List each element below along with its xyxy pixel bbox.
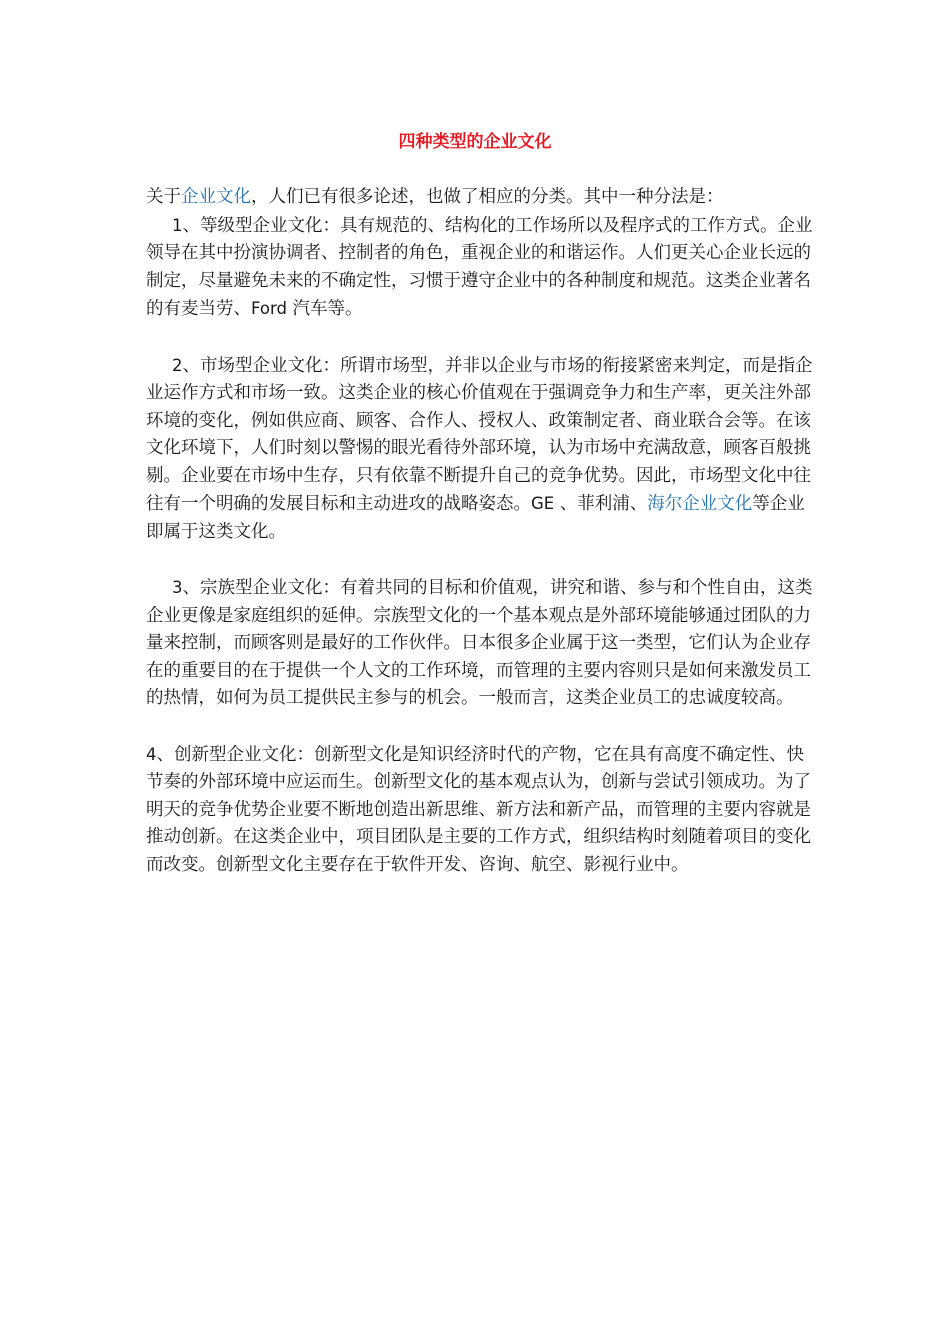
corporate-culture-link[interactable]: 企业文化 [181, 187, 251, 207]
paragraph-text: 等企业即属于这类文化。 [146, 494, 805, 542]
paragraph-number: 1 [172, 215, 183, 235]
intro-suffix: ，人们已有很多论述，也做了相应的分类。其中一种分法是： [251, 187, 724, 207]
paragraph-number: 4 [146, 744, 157, 764]
paragraph-number: 2 [172, 355, 183, 375]
paragraph-text: 、市场型企业文化：所谓市场型，并非以企业与市场的衔接紧密来判定，而是指企业运作方式和市场一致。这类企业的核心价值观在于强调竞争力和生产率，更关注外部环境的变化，例如供应商、顾客、合作人、授权人、政策制定者、商业联合会等。在该文化环境下，人们时刻以警惕的眼光看待外部环境，认为市场中充满敌意，顾客百般挑剔。企业要在市场中生存，只有依靠不断提升自己的竞争优势。因此，市场型文化中往往有一个明确的发展目标和主动进攻的战略姿态。 [146, 355, 813, 514]
paragraph-text: 、等级型企业文化：具有规范的、结构化的工作场所以及程序式的工作方式。企业领导在其中扮演协调者、控制者的角色，重视企业的和谐运作。人们更关心企业长远的制定，尽量避免未来的不确定性，习惯于遵守企业中的各种制度和规范。这类企业著名的有麦当劳、 [146, 215, 813, 319]
paragraph-hierarchy-culture [146, 212, 814, 324]
intro-paragraph [146, 184, 814, 212]
paragraph-text: 汽车等。 [286, 299, 363, 319]
document-title: 四种类型的企业文化 [398, 132, 552, 152]
brand-ge: GE [531, 494, 555, 513]
paragraph-gap [146, 324, 814, 352]
paragraph-text: 、宗族型企业文化：有着共同的目标和价值观，讲究和谐、参与和个性自由，这类企业更像是家庭组织的延伸。宗族型文化的一个基本观点是外部环境能够通过团队的力量来控制，而顾客则是最好的工作伙伴。日本很多企业属于这一类型，它们认为企业存在的重要目的在于提供一个人文的工作环境，而管理的主要内容则只是如何来激发员工的热情，如何为员工提供民主参与的机会。一般而言，这类企业员工的忠诚度较高。 [146, 578, 813, 708]
paragraph-market-culture [146, 352, 814, 547]
intro-prefix: 关于 [146, 187, 181, 207]
paragraph-innovation-culture [146, 741, 814, 880]
document-body [146, 184, 814, 879]
brand-ford: Ford [251, 299, 287, 318]
paragraph-clan-culture [146, 574, 814, 713]
paragraph-gap [146, 713, 814, 741]
haier-culture-link[interactable]: 海尔企业文化 [647, 494, 753, 514]
paragraph-text: 、菲利浦、 [554, 494, 648, 514]
paragraph-text: 、创新型企业文化：创新型文化是知识经济时代的产物，它在具有高度不确定性、快节奏的外部环境中应运而生。创新型文化的基本观点认为，创新与尝试引领成功。为了明天的竞争优势企业要不断地创造出新思维、新方法和新产品，而管理的主要内容就是推动创新。在这类企业中，项目团队是主要的工作方式，组织结构时刻随着项目的变化而改变。创新型文化主要存在于软件开发、咨询、航空、影视行业中。 [146, 744, 811, 875]
paragraph-gap [146, 546, 814, 574]
paragraph-number: 3 [172, 578, 183, 597]
